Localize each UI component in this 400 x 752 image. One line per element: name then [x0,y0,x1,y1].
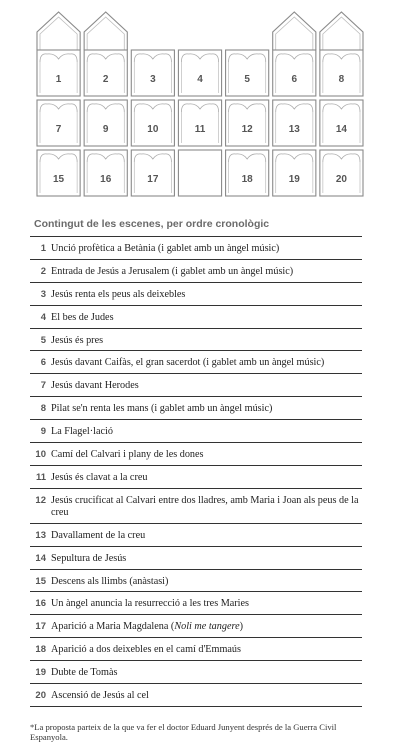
scene-text: Jesús davant Caifàs, el gran sacerdot (i gablet amb un àngel músic) [51,357,325,369]
scene-number: 6 [40,357,46,369]
panel-number: 3 [150,74,156,85]
scene-number: 18 [35,644,46,656]
altarpiece-panel [178,150,221,196]
list-item [30,351,362,374]
panel-number: 9 [102,124,109,135]
scene-text: Jesús renta els peus als deixebles [51,288,186,300]
panel-number: 14 [335,124,347,135]
altarpiece-panel [273,150,316,196]
panel-number: 18 [241,174,253,185]
list-item [30,306,362,329]
list-item [30,524,362,547]
scene-number: 2 [40,265,46,277]
altarpiece-panel [84,150,127,196]
altarpiece-panel [178,100,221,146]
altarpiece-panel [178,50,221,96]
scene-number: 7 [40,380,46,392]
scene-text: Jesús crucificat al Calvari entre dos lladres, amb Maria i Joan als peus de la creu [51,494,359,518]
scene-number: 9 [40,426,46,438]
panel-number: 5 [244,74,250,85]
list-item [30,684,362,707]
list-item [30,397,362,420]
panel-number: 1 [55,74,62,85]
altarpiece-panel [131,100,174,146]
panel-number: 2 [102,74,109,85]
altarpiece-panel [273,100,316,146]
scene-text: Davallament de la creu [51,529,146,541]
altarpiece-panel [320,100,363,146]
panel-number: 13 [288,124,300,135]
altarpiece-panel [320,50,363,96]
list-item [30,329,362,352]
altarpiece-panel [131,150,174,196]
list-item [30,283,362,306]
scene-text: Entrada de Jesús a Jerusalem (i gablet amb un àngel músic) [51,265,294,277]
scene-number: 8 [40,403,46,415]
altarpiece-panel [226,150,269,196]
altarpiece-panel [37,50,80,96]
scene-text: La Flagel·lació [51,426,113,438]
panel-number: 16 [100,174,112,185]
scene-number: 4 [40,311,46,323]
scene-number: 20 [35,690,46,702]
scene-number: 1 [40,243,46,254]
scene-list [30,236,362,707]
panel-number: 19 [288,174,300,185]
panel-number: 20 [335,174,347,185]
list-item [30,466,362,489]
scene-number: 13 [35,529,46,541]
scene-number: 19 [35,667,46,679]
list-item [30,638,362,661]
scene-text: Aparició a dos deixebles en el camí d'Emmaús [51,644,241,656]
scene-text: Jesús és pres [51,334,104,346]
footnote: *La proposta parteix de la que va fer el doctor Eduard Junyent després de la Guerra Civil Espanyola. [30,722,337,742]
scene-number: 11 [35,471,46,483]
list-item [30,420,362,443]
list-item [30,661,362,684]
scene-number: 12 [35,494,46,506]
panel-number: 7 [55,124,62,135]
altarpiece-panel [131,50,174,96]
altarpiece-panel [273,50,316,96]
scene-number: 10 [35,449,46,461]
list-item [30,260,362,283]
list-item [30,592,362,615]
panel-number: 8 [338,74,345,85]
list-item [30,570,362,593]
altarpiece-diagram [36,10,366,210]
scene-text: Dubte de Tomàs [51,667,118,679]
scene-number: 16 [35,598,46,610]
panel-number: 17 [147,174,159,185]
panel-number: 10 [147,124,159,135]
scene-text: El bes de Judes [51,311,114,323]
altarpiece-panel [84,100,127,146]
altarpiece-panel [37,100,80,146]
list-item [30,547,362,570]
panel-number: 4 [197,74,203,85]
scene-text: Un àngel anuncia la resurrecció a les tres Maries [51,598,249,610]
altarpiece-panel [226,100,269,146]
scene-text: Unció profètica a Betània (i gablet amb un àngel músic) [51,243,280,254]
list-item [30,237,362,260]
scene-number: 3 [40,288,46,300]
scene-text: Camí del Calvari i plany de les dones [51,449,204,461]
altarpiece-panel [226,50,269,96]
panel-number: 15 [53,174,65,185]
scene-text: Sepultura de Jesús [51,552,127,564]
scene-text: Descens als llimbs (anàstasi) [51,575,169,587]
panel-number: 11 [194,124,206,135]
scene-number: 14 [35,552,46,564]
scene-text: Ascensió de Jesús al cel [51,690,149,702]
scene-text: Jesús davant Herodes [51,380,139,392]
list-item [30,443,362,466]
altarpiece-panel [320,150,363,196]
scene-number: 15 [35,575,46,587]
scene-number: 5 [40,334,46,346]
list-item [30,374,362,397]
list-item [30,615,362,638]
panel-number: 6 [291,74,298,85]
scene-text: Aparició a Maria Magdalena (Noli me tangere) [51,621,243,633]
scene-number: 17 [35,621,46,633]
scene-text: Pilat se'n renta les mans (i gablet amb un àngel músic) [51,403,273,415]
list-item [30,489,362,524]
altarpiece-panel [37,150,80,196]
scene-text: Jesús és clavat a la creu [51,471,148,483]
altarpiece-panel [84,50,127,96]
panel-number: 12 [241,124,253,135]
scenes-heading: Contingut de les escenes, per ordre cronològic [34,218,270,230]
